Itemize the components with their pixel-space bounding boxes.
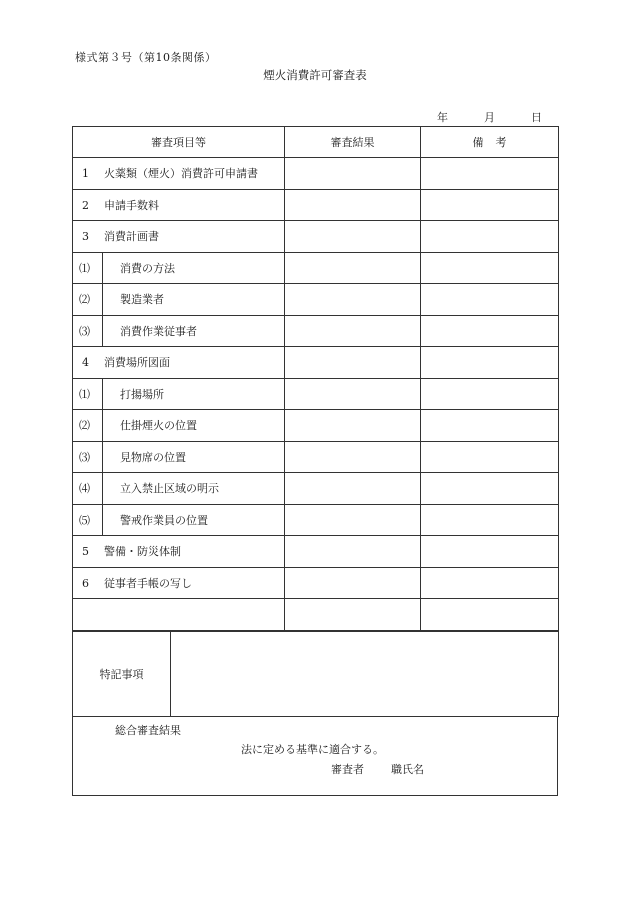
result-cell[interactable] (285, 221, 421, 253)
sub-number-cell: ⑶ (73, 441, 103, 473)
date-year-label: 年 (437, 111, 448, 124)
remarks-cell[interactable] (421, 315, 559, 347)
table-row (73, 284, 559, 316)
table-header-row (73, 127, 559, 158)
inspector-name-label: 職氏名 (391, 763, 424, 776)
table-row (73, 158, 559, 190)
result-cell[interactable] (285, 504, 421, 536)
item-cell: 4 消費場所図面 (73, 347, 285, 379)
sub-number-cell: ⑴ (73, 252, 103, 284)
special-notes-field[interactable] (171, 632, 559, 717)
sub-item-cell: 警戒作業員の位置 (103, 504, 285, 536)
item-cell-blank[interactable] (73, 599, 285, 631)
table-row (73, 378, 559, 410)
summary-section (72, 716, 558, 796)
sub-item-cell: 消費作業従事者 (103, 315, 285, 347)
table-row (73, 252, 559, 284)
result-cell[interactable] (285, 252, 421, 284)
result-cell[interactable] (285, 441, 421, 473)
special-notes-table (72, 631, 559, 717)
remarks-cell[interactable] (421, 410, 559, 442)
remarks-cell[interactable] (421, 567, 559, 599)
result-cell[interactable] (285, 567, 421, 599)
table-row-blank (73, 599, 559, 631)
remarks-cell[interactable] (421, 284, 559, 316)
sub-item-cell: 消費の方法 (103, 252, 285, 284)
sub-number-cell: ⑸ (73, 504, 103, 536)
result-cell[interactable] (285, 347, 421, 379)
result-cell[interactable] (285, 378, 421, 410)
review-table (72, 126, 559, 631)
result-cell[interactable] (285, 189, 421, 221)
remarks-cell[interactable] (421, 473, 559, 505)
table-row (73, 315, 559, 347)
table-row (73, 410, 559, 442)
remarks-cell[interactable] (421, 158, 559, 190)
remarks-cell[interactable] (421, 221, 559, 253)
remarks-cell[interactable] (421, 441, 559, 473)
column-header-remarks: 備考 (421, 127, 559, 158)
table-row (73, 347, 559, 379)
table-row (73, 221, 559, 253)
sub-number-cell: ⑴ (73, 378, 103, 410)
form-number: 様式第３号（第10条関係） (75, 51, 217, 64)
remarks-cell[interactable] (421, 347, 559, 379)
sub-number-cell: ⑷ (73, 473, 103, 505)
remarks-cell[interactable] (421, 189, 559, 221)
column-header-result: 審査結果 (285, 127, 421, 158)
remarks-cell[interactable] (421, 378, 559, 410)
item-cell: 1 火薬類（煙火）消費許可申請書 (73, 158, 285, 190)
document-title: 煙火消費許可審査表 (263, 68, 367, 82)
column-header-item: 審査項目等 (73, 127, 285, 158)
table-row (73, 567, 559, 599)
item-cell: 3 消費計画書 (73, 221, 285, 253)
sub-number-cell: ⑵ (73, 410, 103, 442)
result-cell[interactable] (285, 315, 421, 347)
sub-number-cell: ⑶ (73, 315, 103, 347)
sub-item-cell: 仕掛煙火の位置 (103, 410, 285, 442)
result-cell[interactable] (285, 158, 421, 190)
summary-statement: 法に定める基準に適合する。 (241, 743, 384, 756)
summary-title: 総合審査結果 (115, 724, 181, 737)
result-cell[interactable] (285, 473, 421, 505)
item-cell: 2 申請手数料 (73, 189, 285, 221)
item-cell: 6 従事者手帳の写し (73, 567, 285, 599)
sub-number-cell: ⑵ (73, 284, 103, 316)
result-cell[interactable] (285, 410, 421, 442)
table-row (73, 473, 559, 505)
result-cell[interactable] (285, 284, 421, 316)
sub-item-cell: 見物席の位置 (103, 441, 285, 473)
table-row (73, 441, 559, 473)
result-cell[interactable] (285, 599, 421, 631)
date-month-label: 月 (484, 111, 495, 124)
inspector-label: 審査者 (331, 763, 364, 776)
remarks-cell[interactable] (421, 252, 559, 284)
sub-item-cell: 製造業者 (103, 284, 285, 316)
remarks-cell[interactable] (421, 599, 559, 631)
date-day-label: 日 (531, 111, 542, 124)
table-row (73, 536, 559, 568)
table-row (73, 189, 559, 221)
result-cell[interactable] (285, 536, 421, 568)
table-row (73, 504, 559, 536)
item-cell: 5 警備・防災体制 (73, 536, 285, 568)
sub-item-cell: 立入禁止区域の明示 (103, 473, 285, 505)
sub-item-cell: 打揚場所 (103, 378, 285, 410)
remarks-cell[interactable] (421, 536, 559, 568)
remarks-cell[interactable] (421, 504, 559, 536)
special-notes-label: 特記事項 (73, 632, 171, 717)
